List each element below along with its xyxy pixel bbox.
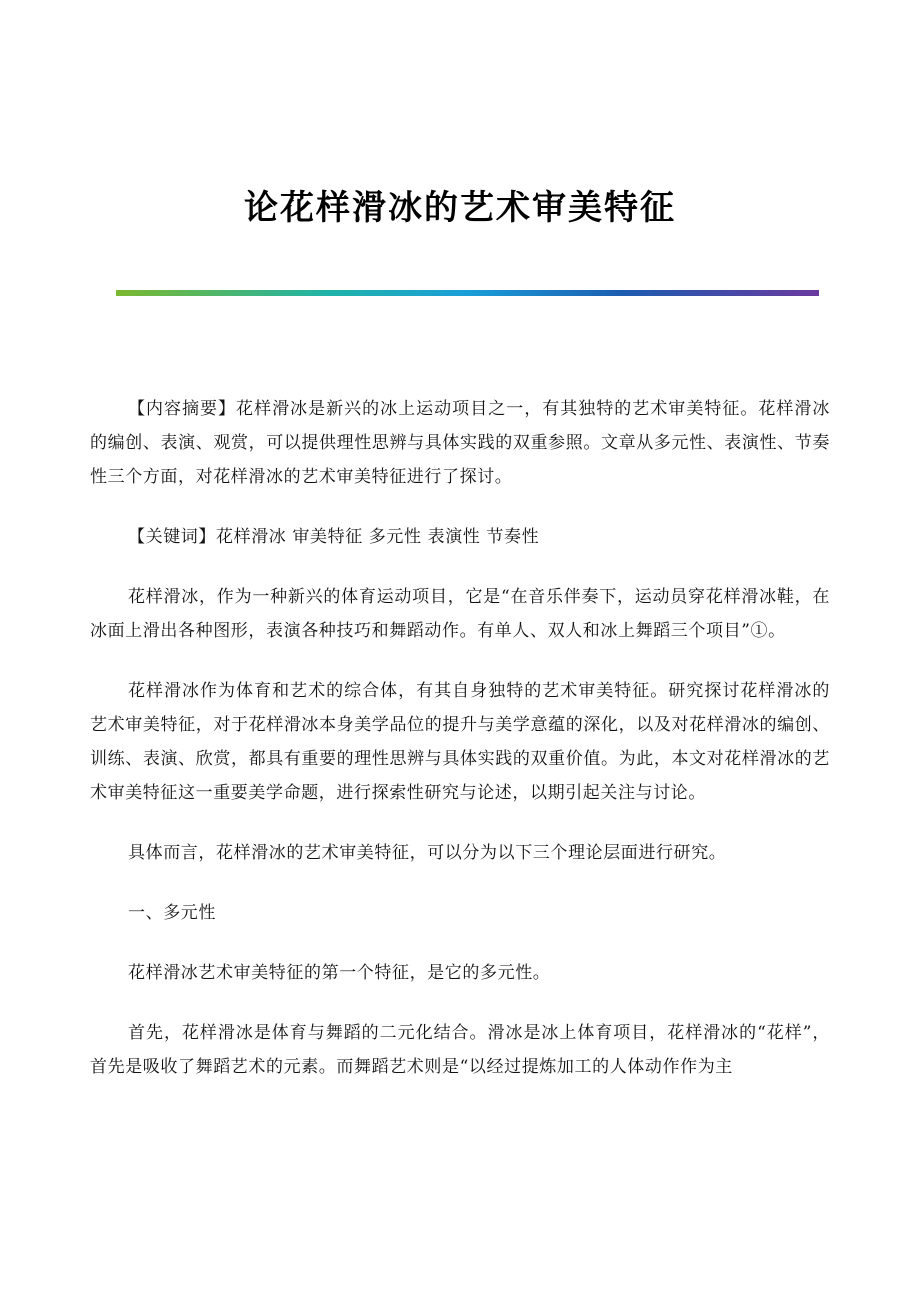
keywords-paragraph: 【关键词】花样滑冰 审美特征 多元性 表演性 节奏性 <box>128 527 540 547</box>
body-paragraph: 花样滑冰艺术审美特征的第一个特征，是它的多元性。 <box>128 963 551 983</box>
title-divider <box>116 290 819 296</box>
body-paragraph: 花样滑冰，作为一种新兴的体育运动项目，它是“在音乐伴奏下，运动员穿花样滑冰鞋，在冰面上滑出各种图形，表演各种技巧和舞蹈动作。有单人、双人和冰上舞蹈三个项目”①。 <box>90 587 830 641</box>
body-paragraph: 首先，花样滑冰是体育与舞蹈的二元化结合。滑冰是冰上体育项目，花样滑冰的“花样”，首先是吸收了舞蹈艺术的元素。而舞蹈艺术则是“以经过提炼加工的人体动作作为主 <box>90 1023 830 1077</box>
abstract-paragraph: 【内容摘要】花样滑冰是新兴的冰上运动项目之一，有其独特的艺术审美特征。花样滑冰的编创、表演、观赏，可以提供理性思辨与具体实践的双重参照。文章从多元性、表演性、节奏性三个方面，对花样滑冰的艺术审美特征进行了探讨。 <box>90 399 830 487</box>
page-title: 论花样滑冰的艺术审美特征 <box>244 188 676 228</box>
body-paragraph: 花样滑冰作为体育和艺术的综合体，有其自身独特的艺术审美特征。研究探讨花样滑冰的艺术审美特征，对于花样滑冰本身美学品位的提升与美学意蕴的深化，以及对花样滑冰的编创、训练、表演、欣赏，都具有重要的理性思辨与具体实践的双重价值。为此，本文对花样滑冰的艺术审美特征这一重要美学命题，进行探索性研究与论述，以期引起关注与讨论。 <box>90 681 830 803</box>
section-heading: 一、多元性 <box>128 903 216 923</box>
body-paragraph: 具体而言，花样滑冰的艺术审美特征，可以分为以下三个理论层面进行研究。 <box>128 843 727 863</box>
document-body <box>90 392 830 1110</box>
